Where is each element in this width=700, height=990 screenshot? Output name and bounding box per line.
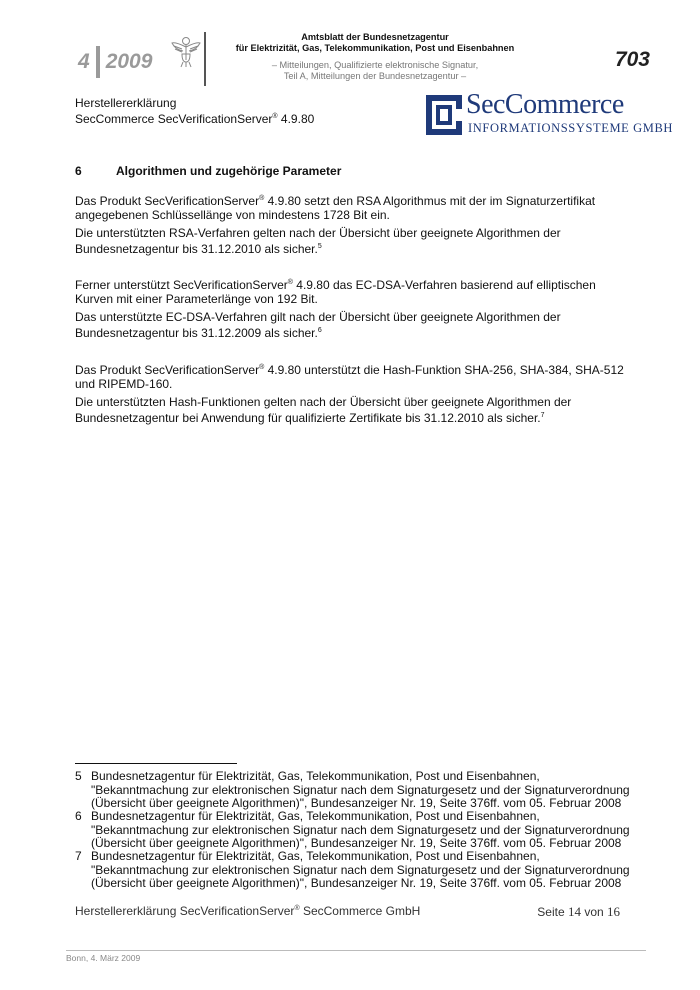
bottom-divider: [66, 950, 646, 951]
footer-text: SecCommerce GmbH: [299, 904, 421, 918]
registered-mark: ®: [272, 113, 278, 120]
paragraph-ecdsa: [75, 276, 635, 306]
gazette-title-line1: Amtsblatt der Bundesnetzagentur: [301, 32, 449, 42]
masthead-divider: [204, 32, 206, 86]
page-indicator: [537, 904, 620, 920]
footnote-5: [75, 770, 635, 811]
paragraph-text: 4.9.80 setzt den RSA Algorithmus mit der im Signaturzertifikat angegebenen Schlüssellänge von mindestens 1728 Bit ein.: [75, 194, 596, 222]
seccommerce-logo: [426, 89, 674, 137]
gazette-subtitle-line2: Teil A, Mitteilungen der Bundesnetzagentur –: [283, 71, 467, 81]
paragraph-text: Die unterstützten RSA-Verfahren gelten nach der Übersicht über geeignete Algorithmen der Bundesnetzagentur bis 31.12.2010 als sicher.: [75, 226, 561, 256]
issue-number: 4: [78, 50, 90, 73]
page-separator: von: [580, 905, 607, 919]
section-heading: [75, 164, 341, 178]
paragraph-hash-validity: [75, 395, 635, 425]
footnote-6: [75, 810, 635, 851]
footnote-ref: 5: [317, 243, 322, 250]
page-current: 14: [567, 904, 581, 919]
section-number: 6: [75, 164, 82, 178]
product-version: 4.9.80: [277, 112, 315, 126]
logo-subtitle: INFORMATIONSSYSTEME GMBH: [468, 121, 674, 135]
paragraph-hash: [75, 361, 635, 391]
paragraph-text: Ferner unterstützt SecVerificationServer: [75, 278, 288, 292]
federal-eagle-icon: [170, 34, 202, 68]
gazette-title: [215, 32, 535, 54]
footnote-text: Bundesnetzagentur für Elektrizität, Gas, Telekommunikation, Post und Eisenbahnen, "Bekanntmachung zur elektronischen Signatur nach dem Signaturgesetz und der Signaturverordnung (Übersicht über geeignete Algorithmen)", Bundesanzeiger Nr. 19, Seite 376ff. vom 05. Februar 2008: [91, 849, 630, 890]
registered-mark: ®: [294, 905, 300, 912]
paragraph-ecdsa-validity: [75, 310, 635, 340]
declaration-header: [75, 96, 314, 126]
paragraph-rsa: [75, 192, 635, 222]
section-title: Algorithmen und zugehörige Parameter: [116, 164, 342, 178]
registered-mark: ®: [259, 364, 265, 371]
footnote-7: [75, 850, 635, 891]
page-footer-title: [75, 904, 420, 918]
gazette-title-line2: für Elektrizität, Gas, Telekommunikation, Post und Eisenbahnen: [235, 43, 515, 53]
publication-date: Bonn, 4. März 2009: [66, 953, 141, 963]
page-total: 16: [607, 904, 620, 919]
issue-divider: [96, 46, 100, 78]
gazette-subtitle-line1: – Mitteilungen, Qualifizierte elektronische Signatur,: [271, 60, 479, 70]
registered-mark: ®: [259, 195, 265, 202]
paragraph-rsa-validity: [75, 226, 635, 256]
footnote-divider: [75, 763, 237, 764]
footnote-text: Bundesnetzagentur für Elektrizität, Gas, Telekommunikation, Post und Eisenbahnen, "Bekanntmachung zur elektronischen Signatur nach dem Signaturgesetz und der Signaturverordnung (Übersicht über geeignete Algorithmen)", Bundesanzeiger Nr. 19, Seite 376ff. vom 05. Februar 2008: [91, 769, 630, 810]
footer-text: Herstellererklärung SecVerificationServer: [75, 904, 295, 918]
seccommerce-logo-mark-icon: [426, 95, 462, 135]
paragraph-text: 4.9.80 das EC-DSA-Verfahren basierend auf elliptischen Kurven mit einer Parameterlänge von 192 Bit.: [75, 278, 596, 306]
product-name: SecCommerce SecVerificationServer: [75, 112, 273, 126]
page-label: Seite: [537, 905, 568, 919]
footnote-ref: 6: [317, 327, 322, 334]
issue-label: [78, 46, 152, 78]
paragraph-text: Die unterstützten Hash-Funktionen gelten nach der Übersicht über geeignete Algorithmen der Bundesnetzagentur bei Anwendung für qualifizierte Zertifikate bis 31.12.2010 als sicher.: [75, 395, 572, 425]
footnote-number: 6: [75, 809, 82, 823]
gazette-page-number: 703: [614, 48, 650, 71]
paragraph-text: Das Produkt SecVerificationServer: [75, 194, 260, 208]
paragraph-text: Das Produkt SecVerificationServer: [75, 363, 260, 377]
footnote-ref: 7: [540, 412, 545, 419]
footnote-number: 5: [75, 769, 82, 783]
logo-name: SecCommerce: [466, 89, 624, 120]
declaration-product: [75, 110, 314, 126]
registered-mark: ®: [287, 279, 293, 286]
footnote-number: 7: [75, 849, 82, 863]
paragraph-text: 4.9.80 unterstützt die Hash-Funktion SHA-256, SHA-384, SHA-512 und RIPEMD-160.: [75, 363, 624, 391]
footnote-text: Bundesnetzagentur für Elektrizität, Gas, Telekommunikation, Post und Eisenbahnen, "Bekanntmachung zur elektronischen Signatur nach dem Signaturgesetz und der Signaturverordnung (Übersicht über geeignete Algorithmen)", Bundesanzeiger Nr. 19, Seite 376ff. vom 05. Februar 2008: [91, 809, 630, 850]
declaration-title: Herstellererklärung: [75, 96, 177, 110]
issue-year: 2009: [105, 50, 153, 73]
paragraph-text: Das unterstützte EC-DSA-Verfahren gilt nach der Übersicht über geeignete Algorithmen der Bundesnetzagentur bis 31.12.2009 als sicher.: [75, 310, 561, 340]
gazette-subtitle: [215, 60, 535, 82]
